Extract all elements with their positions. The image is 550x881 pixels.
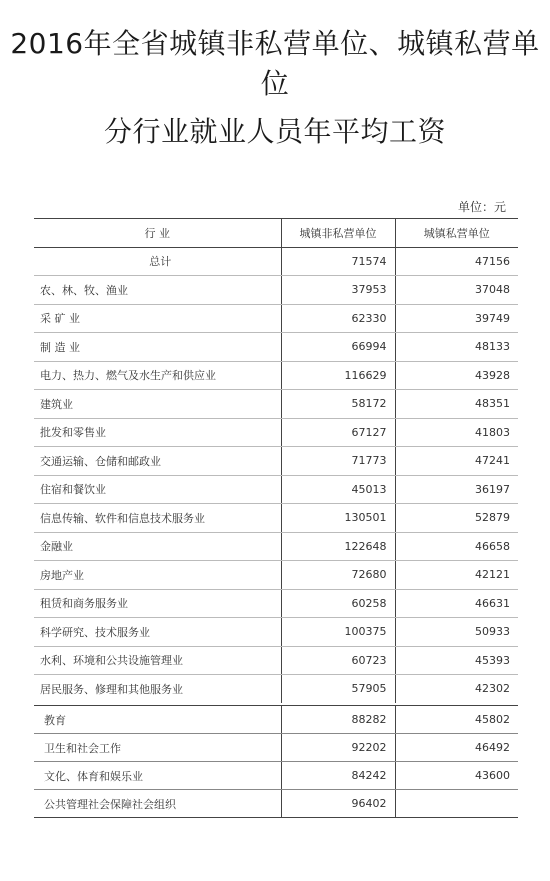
- non-private-wage-cell: 84242: [281, 762, 395, 790]
- industry-cell: 金融业: [34, 532, 281, 561]
- industry-cell: 电力、热力、燃气及水生产和供应业: [34, 361, 281, 390]
- industry-cell: 信息传输、软件和信息技术服务业: [34, 504, 281, 533]
- table-row: [34, 706, 518, 734]
- non-private-wage-cell: 62330: [281, 304, 395, 333]
- page-title-line-1: 2016年全省城镇非私营单位、城镇私营单: [10, 27, 540, 60]
- industry-cell: 文化、体育和娱乐业: [34, 762, 281, 790]
- private-wage-cell: 46492: [395, 734, 518, 762]
- non-private-wage-cell: 37953: [281, 276, 395, 305]
- private-wage-cell: 50933: [395, 618, 518, 647]
- table-row: [34, 734, 518, 762]
- private-wage-cell: 47241: [395, 447, 518, 476]
- table-row: [34, 618, 518, 647]
- private-wage-cell: 36197: [395, 475, 518, 504]
- private-wage-cell: 43600: [395, 762, 518, 790]
- table-row: [34, 276, 518, 305]
- table-row: [34, 304, 518, 333]
- industry-cell: 制 造 业: [34, 333, 281, 362]
- table-row: [34, 504, 518, 533]
- private-wage-cell: 37048: [395, 276, 518, 305]
- non-private-wage-cell: 116629: [281, 361, 395, 390]
- industry-cell: 居民服务、修理和其他服务业: [40, 682, 183, 696]
- industry-cell: 批发和零售业: [34, 418, 281, 447]
- industry-cell: 总计: [34, 247, 281, 276]
- private-wage-cell: 41803: [395, 418, 518, 447]
- non-private-wage-cell: 100375: [281, 618, 395, 647]
- non-private-wage-cell: 130501: [281, 504, 395, 533]
- table-row: [34, 447, 518, 476]
- table-row: [34, 333, 518, 362]
- non-private-wage-cell: 67127: [281, 418, 395, 447]
- wage-table-continued: [34, 705, 518, 818]
- private-wage-cell: 42302: [395, 675, 518, 703]
- non-private-wage-cell: 57905: [281, 675, 395, 703]
- private-wage-cell: 45393: [395, 646, 518, 675]
- industry-cell: 租赁和商务服务业: [34, 589, 281, 618]
- non-private-wage-cell: 92202: [281, 734, 395, 762]
- private-wage-cell: 47156: [395, 247, 518, 276]
- industry-cell: 建筑业: [34, 390, 281, 419]
- table-row: [34, 790, 518, 818]
- industry-cell: 科学研究、技术服务业: [34, 618, 281, 647]
- private-wage-cell: 48351: [395, 390, 518, 419]
- table-row: [34, 390, 518, 419]
- page-subtitle: 分行业就业人员年平均工资: [103, 115, 446, 148]
- page-title-line-2: 位: [260, 67, 290, 100]
- industry-cell: 住宿和餐饮业: [34, 475, 281, 504]
- table-row: [34, 646, 518, 675]
- non-private-wage-cell: 58172: [281, 390, 395, 419]
- industry-cell: 房地产业: [34, 561, 281, 590]
- table-row: [34, 561, 518, 590]
- non-private-wage-cell: 72680: [281, 561, 395, 590]
- private-wage-cell: 46631: [395, 589, 518, 618]
- private-wage-cell: 46658: [395, 532, 518, 561]
- non-private-wage-cell: 66994: [281, 333, 395, 362]
- table-row: [34, 675, 518, 703]
- non-private-wage-cell: 96402: [281, 790, 395, 818]
- wage-table: [34, 218, 518, 703]
- industry-cell: 交通运输、仓储和邮政业: [34, 447, 281, 476]
- private-wage-cell: 45802: [395, 706, 518, 734]
- non-private-wage-cell: 60258: [281, 589, 395, 618]
- non-private-wage-cell: 71773: [281, 447, 395, 476]
- table-header-row: [34, 219, 518, 248]
- industry-cell: 采 矿 业: [34, 304, 281, 333]
- non-private-wage-cell: 122648: [281, 532, 395, 561]
- industry-cell: 教育: [34, 706, 281, 734]
- industry-cell: 农、林、牧、渔业: [34, 276, 281, 305]
- private-wage-cell: 42121: [395, 561, 518, 590]
- table-row: [34, 532, 518, 561]
- table-row: [34, 589, 518, 618]
- non-private-wage-cell: 45013: [281, 475, 395, 504]
- unit-label: 单位：元: [457, 200, 506, 214]
- private-wage-cell: 52879: [395, 504, 518, 533]
- table-row: [34, 762, 518, 790]
- header-non-private: 城镇非私营单位: [281, 219, 395, 248]
- private-wage-cell: 48133: [395, 333, 518, 362]
- header-private: 城镇私营单位: [395, 219, 518, 248]
- private-wage-cell: 43928: [395, 361, 518, 390]
- table-row: [34, 475, 518, 504]
- industry-cell: 卫生和社会工作: [34, 734, 281, 762]
- table-row: [34, 418, 518, 447]
- industry-cell: 公共管理社会保障社会组织: [34, 790, 281, 818]
- private-wage-cell: 39749: [395, 304, 518, 333]
- table-row: [34, 247, 518, 276]
- non-private-wage-cell: 60723: [281, 646, 395, 675]
- private-wage-cell: [395, 790, 518, 818]
- non-private-wage-cell: 71574: [281, 247, 395, 276]
- industry-cell: 水利、环境和公共设施管理业: [34, 646, 281, 675]
- non-private-wage-cell: 88282: [281, 706, 395, 734]
- table-row: [34, 361, 518, 390]
- header-industry: 行 业: [34, 219, 281, 248]
